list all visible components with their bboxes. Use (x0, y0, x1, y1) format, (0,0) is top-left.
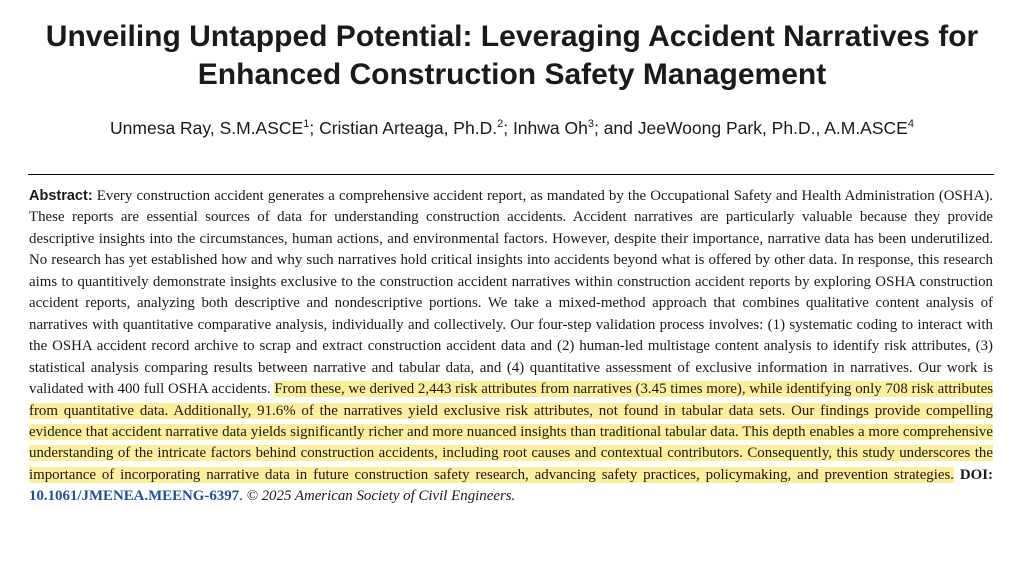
affiliation-marker: 2 (497, 118, 504, 130)
abstract-label: Abstract: (29, 188, 93, 204)
author-list (30, 116, 994, 140)
author-1: Unmesa Ray, S.M.ASCE$^1$; (110, 118, 320, 138)
abstract-body: Every construction accident generates a comprehensive accident report, as mandated by the Occupational Safety and Health Administration (OSHA). These reports are essential sources of data for understanding construction accidents. Accident narratives are particularly valuable because they provide descriptive insights into the circumstances, human actions, and environmental factors. However, despite their importance, narrative data has been underutilized. No research has yet established how and why such narratives hold critical insights into accidents beyond what is offered by other data. In response, this research aims to quantitively demonstrate insights exclusive to the construction accident narratives within construction accident reports by exploring OSHA construction accident reports, analyzing both descriptive and nondescriptive portions. We take a mixed-method approach that combines qualitative content analysis of narratives with quantitative comparative analysis, individually and collectively. Our four-step validation process involves: (1) systematic coding to interact with the OSHA accident record archive to scrap and extract construction accident data and (2) human-led multistage content analysis to identify risk attributes, (3) statistical analysis comparing results between narrative and tabular data, and (4) quantitative assessment of exclusive information in narratives. Our work is validated with 400 full OSHA accidents. (29, 188, 993, 398)
affiliation-marker: 4 (907, 118, 914, 130)
paper-title: Unveiling Untapped Potential: Leveraging Accident Narratives for Enhanced Construction Safety Management (45, 20, 979, 91)
abstract: Abstract: Every construction accident generates a comprehensive accident report, as mandated by the Occupational Safety and Health Administration (OSHA). These reports are essential sources of data for understanding construction accidents. Accident narratives are particularly valuable because they provide descriptive insights into the circumstances, human actions, and environmental factors. However, despite their importance, narrative data has been underutilized. No research has yet established how and why such narratives hold critical insights into accidents beyond what is offered by other data. In response, this research aims to quantitively demonstrate insights exclusive to the construction accident narratives within construction accident reports by exploring OSHA construction accident reports, analyzing both descriptive and nondescriptive portions. We take a mixed-method approach that combines qualitative content analysis of narratives with quantitative comparative analysis, individually and collectively. Our four-step validation process involves: (1) systematic coding to interact with the OSHA accident record archive to scrap and extract construction accident data and (2) human-led multistage content analysis to identify risk attributes, (3) statistical analysis comparing results between narrative and tabular data, and (4) quantitative assessment of exclusive information in narratives. Our work is validated with 400 full OSHA accidents. From these, we derived 2,443 risk attributes from narratives (3.45 times more), while identifying only 708 risk attributes from quantitative data. Additionally, 91.6% of the narratives yield exclusive risk attributes, not found in tabular data sets. Our findings provide compelling evidence that accident narrative data yields significantly richer and more nuanced insights than traditional tabular data. This depth enables a more comprehensive understanding of the intricate factors behind construction accidents, including root causes and contextual contributors. Consequently, this study underscores the importance of incorporating narrative data in future construction safety research, advancing safety practices, policymaking, and prevention strategies. DOI: 10.1061/JMENEA.MEENG-6397. © 2025 American Society of Civil Engineers. (29, 188, 993, 505)
author-2: Cristian Arteaga, Ph.D.$^2$; (319, 118, 513, 138)
doi-label: DOI: (959, 466, 993, 483)
affiliation-marker: 3 (587, 118, 594, 130)
author-3: Inhwa Oh$^3$; and (512, 118, 638, 138)
doi-link[interactable]: 10.1061/JMENEA.MEENG-6397 (29, 488, 240, 505)
abstract-divider (28, 174, 994, 175)
affiliation-marker: 1 (303, 118, 310, 130)
copyright-notice: © 2025 American Society of Civil Engineers. (246, 488, 516, 505)
highlighted-text: From these, we derived 2,443 risk attributes from narratives (3.45 times more), while identifying only 708 risk attributes from quantitative data. Additionally, 91.6% of the narratives yield exclusive risk attributes, not found in tabular data sets. Our findings provide compelling evidence that accident narrative data yields significantly richer and more nuanced insights than traditional tabular data. This depth enables a more comprehensive understanding of the intricate factors behind construction accidents, including root causes and contextual contributors. Consequently, this study underscores the importance of incorporating narrative data in future construction safety research, advancing safety practices, policymaking, and prevention strategies. (29, 381, 993, 483)
author-4: JeeWoong Park, Ph.D., A.M.ASCE$^4$ (637, 118, 914, 138)
